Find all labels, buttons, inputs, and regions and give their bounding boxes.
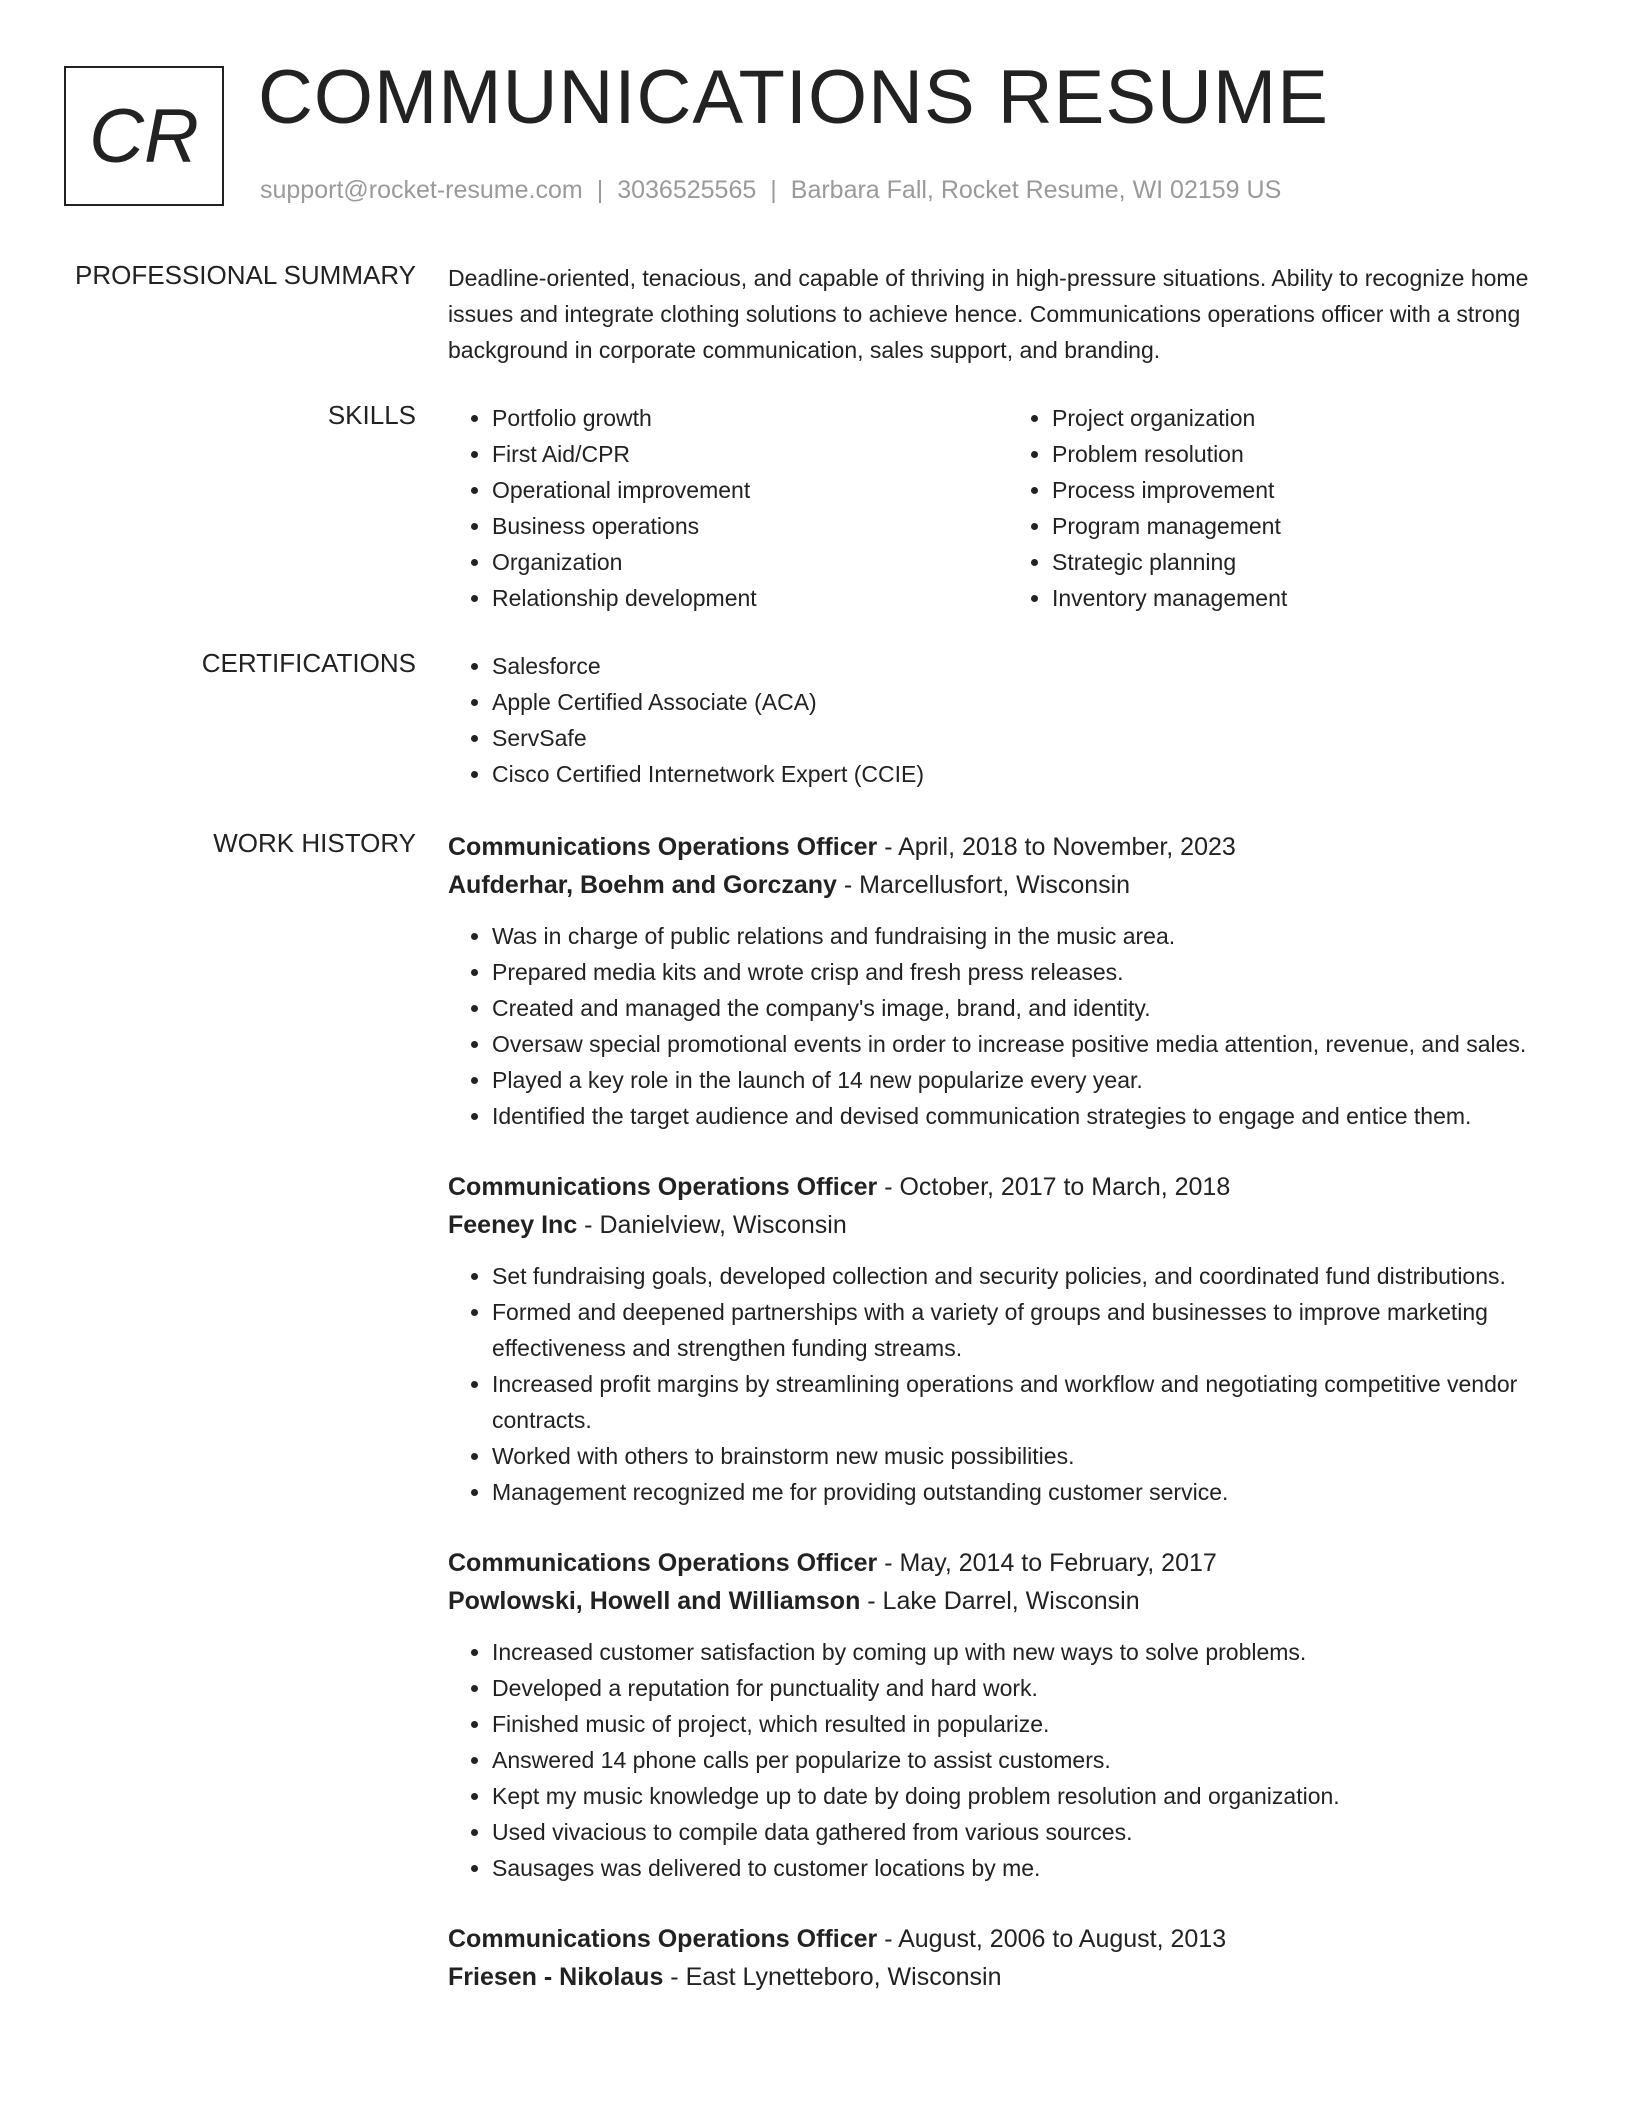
- job-title-line: [448, 828, 1568, 866]
- skill-item: • Process improvement: [1052, 472, 1568, 508]
- job-entry: [448, 828, 1568, 1134]
- job-dates: - August, 2006 to August, 2013: [877, 1925, 1227, 1953]
- skill-item: • Project organization: [1052, 400, 1568, 436]
- work-history-heading: WORK HISTORY: [213, 828, 416, 858]
- job-title-line: [448, 1920, 1568, 1958]
- job-entry: [448, 1920, 1568, 1996]
- contact-phone: 3036525565: [617, 176, 757, 204]
- job-bullet: • Played a key role in the launch of 14 new popularize every year.: [492, 1062, 1568, 1098]
- certifications-heading: CERTIFICATIONS: [201, 648, 416, 678]
- certification-item: • ServSafe: [492, 720, 1568, 756]
- skill-item: • Strategic planning: [1052, 544, 1568, 580]
- job-bullet: • Created and managed the company's image, brand, and identity.: [492, 990, 1568, 1026]
- contact-separator: |: [596, 176, 604, 204]
- job-bullet: • Management recognized me for providing outstanding customer service.: [492, 1474, 1568, 1510]
- certifications-list: [448, 648, 1568, 792]
- job-bullet: • Answered 14 phone calls per popularize to assist customers.: [492, 1742, 1568, 1778]
- skill-item: • Operational improvement: [492, 472, 1008, 508]
- job-title-line: [448, 1544, 1568, 1582]
- job-location: - Danielview, Wisconsin: [577, 1211, 847, 1239]
- job-dates: - April, 2018 to November, 2023: [877, 833, 1236, 861]
- job-title-line: [448, 1168, 1568, 1206]
- skill-item: • Organization: [492, 544, 1008, 580]
- skills-column-1: [448, 400, 1008, 616]
- job-location: - Lake Darrel, Wisconsin: [860, 1587, 1140, 1615]
- job-bullets: [448, 1634, 1568, 1886]
- job-bullet: • Worked with others to brainstorm new music possibilities.: [492, 1438, 1568, 1474]
- skill-item: • Portfolio growth: [492, 400, 1008, 436]
- job-company: Friesen - Nikolaus: [448, 1963, 664, 1991]
- certification-item: • Cisco Certified Internetwork Expert (CCIE): [492, 756, 1568, 792]
- job-bullet: • Prepared media kits and wrote crisp and fresh press releases.: [492, 954, 1568, 990]
- summary-heading: PROFESSIONAL SUMMARY: [75, 260, 416, 290]
- monogram-text: CR: [89, 93, 199, 179]
- job-company: Powlowski, Howell and Williamson: [448, 1587, 861, 1615]
- job-bullet: • Increased profit margins by streamlining operations and workflow and negotiating competitive vendor contracts.: [492, 1366, 1568, 1438]
- summary-text: Deadline-oriented, tenacious, and capable of thriving in high-pressure situations. Ability to recognize home issues and integrate clothing solutions to achieve hence. Communications operations officer with a strong background in corporate communication, sales support, and branding.: [448, 265, 1529, 363]
- job-bullet: • Identified the target audience and devised communication strategies to engage and entice them.: [492, 1098, 1568, 1134]
- job-entry: [448, 1168, 1568, 1510]
- job-bullets: [448, 918, 1568, 1134]
- skills-heading: SKILLS: [327, 400, 416, 430]
- contact-line: [260, 176, 1281, 205]
- job-entry: [448, 1544, 1568, 1886]
- job-bullet: • Used vivacious to compile data gathered from various sources.: [492, 1814, 1568, 1850]
- job-location: - East Lynetteboro, Wisconsin: [663, 1963, 1002, 1991]
- skills-list: [448, 400, 1568, 616]
- work-history-list: [448, 828, 1568, 1996]
- monogram-badge: [64, 66, 224, 206]
- contact-address: Barbara Fall, Rocket Resume, WI 02159 US: [790, 176, 1282, 204]
- resume-title: COMMUNICATIONS RESUME: [258, 55, 1329, 140]
- job-company-line: [448, 1582, 1568, 1620]
- job-bullet: • Set fundraising goals, developed collection and security policies, and coordinated fund distributions.: [492, 1258, 1568, 1294]
- skill-item: • Program management: [1052, 508, 1568, 544]
- job-title: Communications Operations Officer: [448, 1549, 878, 1577]
- contact-separator: |: [770, 176, 777, 204]
- job-title: Communications Operations Officer: [448, 1925, 878, 1953]
- skill-item: • Problem resolution: [1052, 436, 1568, 472]
- job-bullet: • Formed and deepened partnerships with a variety of groups and businesses to improve marketing effectiveness and strengthen funding streams.: [492, 1294, 1568, 1366]
- job-bullet: • Oversaw special promotional events in order to increase positive media attention, revenue, and sales.: [492, 1026, 1568, 1062]
- skill-item: • Inventory management: [1052, 580, 1568, 616]
- skills-column-2: [1008, 400, 1568, 616]
- job-bullet: • Kept my music knowledge up to date by doing problem resolution and organization.: [492, 1778, 1568, 1814]
- job-bullets: [448, 1258, 1568, 1510]
- job-location: - Marcellusfort, Wisconsin: [836, 871, 1131, 899]
- job-company-line: [448, 1206, 1568, 1244]
- job-company-line: [448, 1958, 1568, 1996]
- contact-email: support@rocket-resume.com: [260, 176, 583, 204]
- job-company: Feeney Inc: [448, 1211, 578, 1239]
- job-company: Aufderhar, Boehm and Gorczany: [448, 871, 837, 899]
- skill-item: • Relationship development: [492, 580, 1008, 616]
- job-bullet: • Was in charge of public relations and fundraising in the music area.: [492, 918, 1568, 954]
- skill-item: • Business operations: [492, 508, 1008, 544]
- job-title: Communications Operations Officer: [448, 1173, 878, 1201]
- job-company-line: [448, 866, 1568, 904]
- job-dates: - October, 2017 to March, 2018: [877, 1173, 1231, 1201]
- certification-item: • Apple Certified Associate (ACA): [492, 684, 1568, 720]
- job-title: Communications Operations Officer: [448, 833, 878, 861]
- certification-item: • Salesforce: [492, 648, 1568, 684]
- job-bullet: • Sausages was delivered to customer locations by me.: [492, 1850, 1568, 1886]
- job-bullet: • Finished music of project, which resulted in popularize.: [492, 1706, 1568, 1742]
- job-bullet: • Developed a reputation for punctuality and hard work.: [492, 1670, 1568, 1706]
- skill-item: • First Aid/CPR: [492, 436, 1008, 472]
- job-bullet: • Increased customer satisfaction by coming up with new ways to solve problems.: [492, 1634, 1568, 1670]
- job-dates: - May, 2014 to February, 2017: [877, 1549, 1217, 1577]
